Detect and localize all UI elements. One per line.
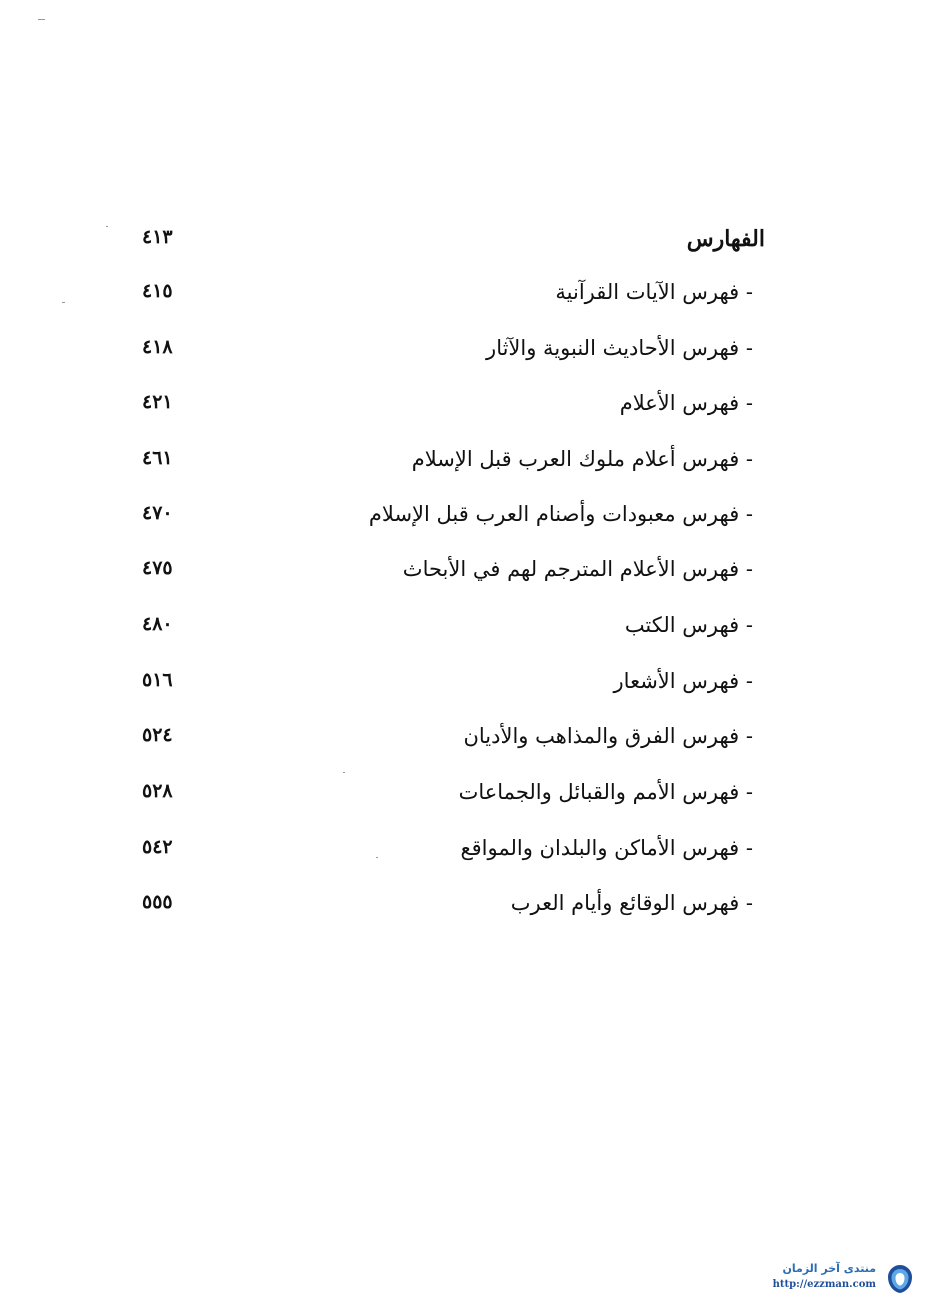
index-entry-title: - فهرس الفرق والمذاهب والأديان [463,724,753,748]
shield-logo-icon [886,1264,914,1294]
index-entry [140,502,765,542]
index-entry-title: - فهرس الأعلام [619,391,753,415]
index-entry-page: ٤٦١ [142,447,173,469]
index-entry-title: - فهرس أعلام ملوك العرب قبل الإسلام [411,447,753,471]
index-entry-page: ٤٢١ [142,391,173,413]
index-heading-page: ٤١٣ [142,226,173,248]
index-entry [140,447,765,487]
watermark-site-name: منتدى آخر الزمان [782,1262,876,1275]
index-entry-title: - فهرس الوقائع وأيام العرب [510,891,753,915]
index-entry-page: ٥٥٥ [142,891,173,913]
index-entry-title: - فهرس معبودات وأصنام العرب قبل الإسلام [368,502,753,526]
index-entry-page: ٤١٥ [142,280,173,302]
index-entry [140,724,765,764]
index-heading [140,226,765,266]
index-entry-title: - فهرس الأشعار [613,669,753,693]
index-entry-page: ٥٢٤ [142,724,173,746]
index-entry-title: - فهرس الأعلام المترجم لهم في الأبحاث [402,557,753,581]
scan-speck [38,19,45,20]
index-entry [140,669,765,709]
index-entry-page: ٥٢٨ [142,780,173,802]
index-entry-title: - فهرس الآيات القرآنية [555,280,753,304]
scan-speck [343,772,345,773]
index-entry-page: ٥١٦ [142,669,173,691]
index-entry-page: ٥٤٢ [142,836,173,858]
scan-speck [376,857,378,858]
index-entry-title: - فهرس الأماكن والبلدان والمواقع [460,836,753,860]
site-watermark [750,1262,920,1298]
index-entry-title: - فهرس الأمم والقبائل والجماعات [458,780,753,804]
watermark-site-url: http://ezzman.com [772,1279,876,1290]
scan-speck [62,302,65,303]
index-entry [140,336,765,376]
index-entry-page: ٤٧٠ [142,502,173,524]
index-entry [140,891,765,931]
index-entry [140,780,765,820]
index-entry-page: ٤٨٠ [142,613,173,635]
index-entry-title: - فهرس الأحاديث النبوية والآثار [486,336,753,360]
index-entry [140,613,765,653]
index-entry-page: ٤١٨ [142,336,173,358]
index-entry [140,836,765,876]
index-entry [140,557,765,597]
index-entry [140,391,765,431]
index-entry [140,280,765,320]
index-entry-page: ٤٧٥ [142,557,173,579]
index-entry-title: - فهرس الكتب [624,613,753,637]
scan-speck [106,226,108,227]
index-heading-title: الفهارس [686,226,765,252]
